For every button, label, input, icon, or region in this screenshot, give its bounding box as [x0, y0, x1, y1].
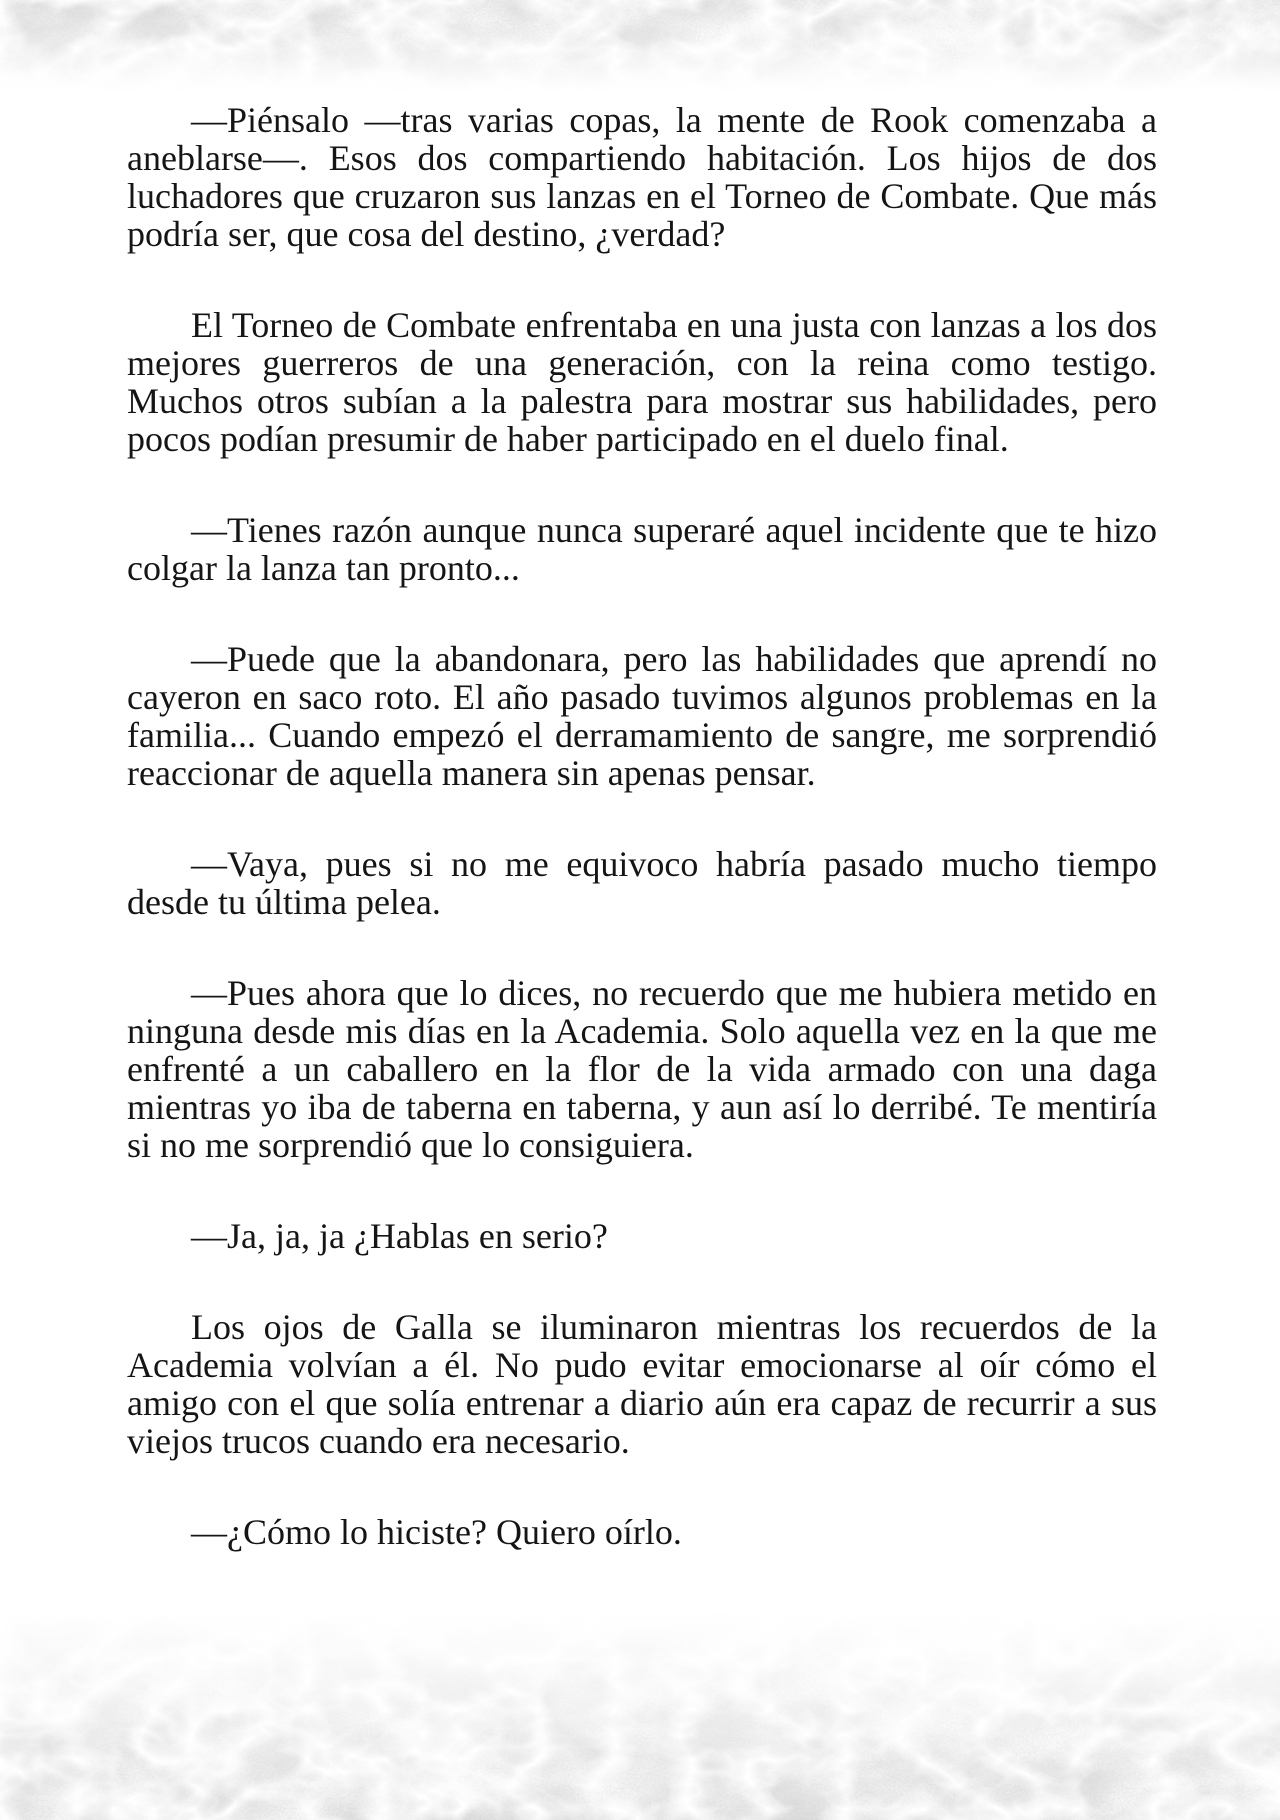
paragraph-narration: El Torneo de Combate enfrentaba en una justa con lanzas a los dos mejores guerreros de una generación, con la reina como testigo. Muchos otros subían a la palestra para mostrar sus habilidades, pero pocos podían presumir de haber participado en el duelo final. [127, 305, 1157, 459]
paragraph-dialogue: —Ja, ja, ja ¿Hablas en serio? [191, 1216, 608, 1256]
paragraph-dialogue: —Tienes razón aunque nunca superaré aquel incidente que te hizo colgar la lanza tan pronto... [127, 510, 1157, 588]
paragraph-dialogue: —Pues ahora que lo dices, no recuerdo que me hubiera metido en ninguna desde mis días en la Academia. Solo aquella vez en la que me enfrenté a un caballero en la flor de la vida armado con una daga mientras yo iba de taberna en taberna, y aun así lo derribé. Te mentiría si no me sorprendió que lo consiguiera. [127, 973, 1157, 1165]
paragraph-dialogue: —Puede que la abandonara, pero las habilidades que aprendí no cayeron en saco roto. El año pasado tuvimos algunos problemas en la familia... Cuando empezó el derramamiento de sangre, me sorprendió reaccionar de aquella manera sin apenas pensar. [127, 639, 1157, 793]
paragraph-narration: Los ojos de Galla se iluminaron mientras los recuerdos de la Academia volvían a él. No pudo evitar emocionarse al oír cómo el amigo con el que solía entrenar a diario aún era capaz de recurrir a sus viejos trucos cuando era necesario. [127, 1307, 1157, 1461]
top-marble-texture [0, 0, 1280, 92]
paragraph-dialogue: —Piénsalo —tras varias copas, la mente de Rook comenzaba a aneblarse—. Esos dos compartiendo habitación. Los hijos de dos luchadores que cruzaron sus lanzas en el Torneo de Combate. Que más podría ser, que cosa del destino, ¿verdad? [127, 100, 1157, 254]
paragraph-dialogue: —¿Cómo lo hiciste? Quiero oírlo. [191, 1512, 682, 1552]
paragraph-dialogue: —Vaya, pues si no me equivoco habría pasado mucho tiempo desde tu última pelea. [127, 844, 1157, 922]
bottom-marble-texture [0, 1610, 1280, 1820]
page-text [127, 101, 1157, 1551]
